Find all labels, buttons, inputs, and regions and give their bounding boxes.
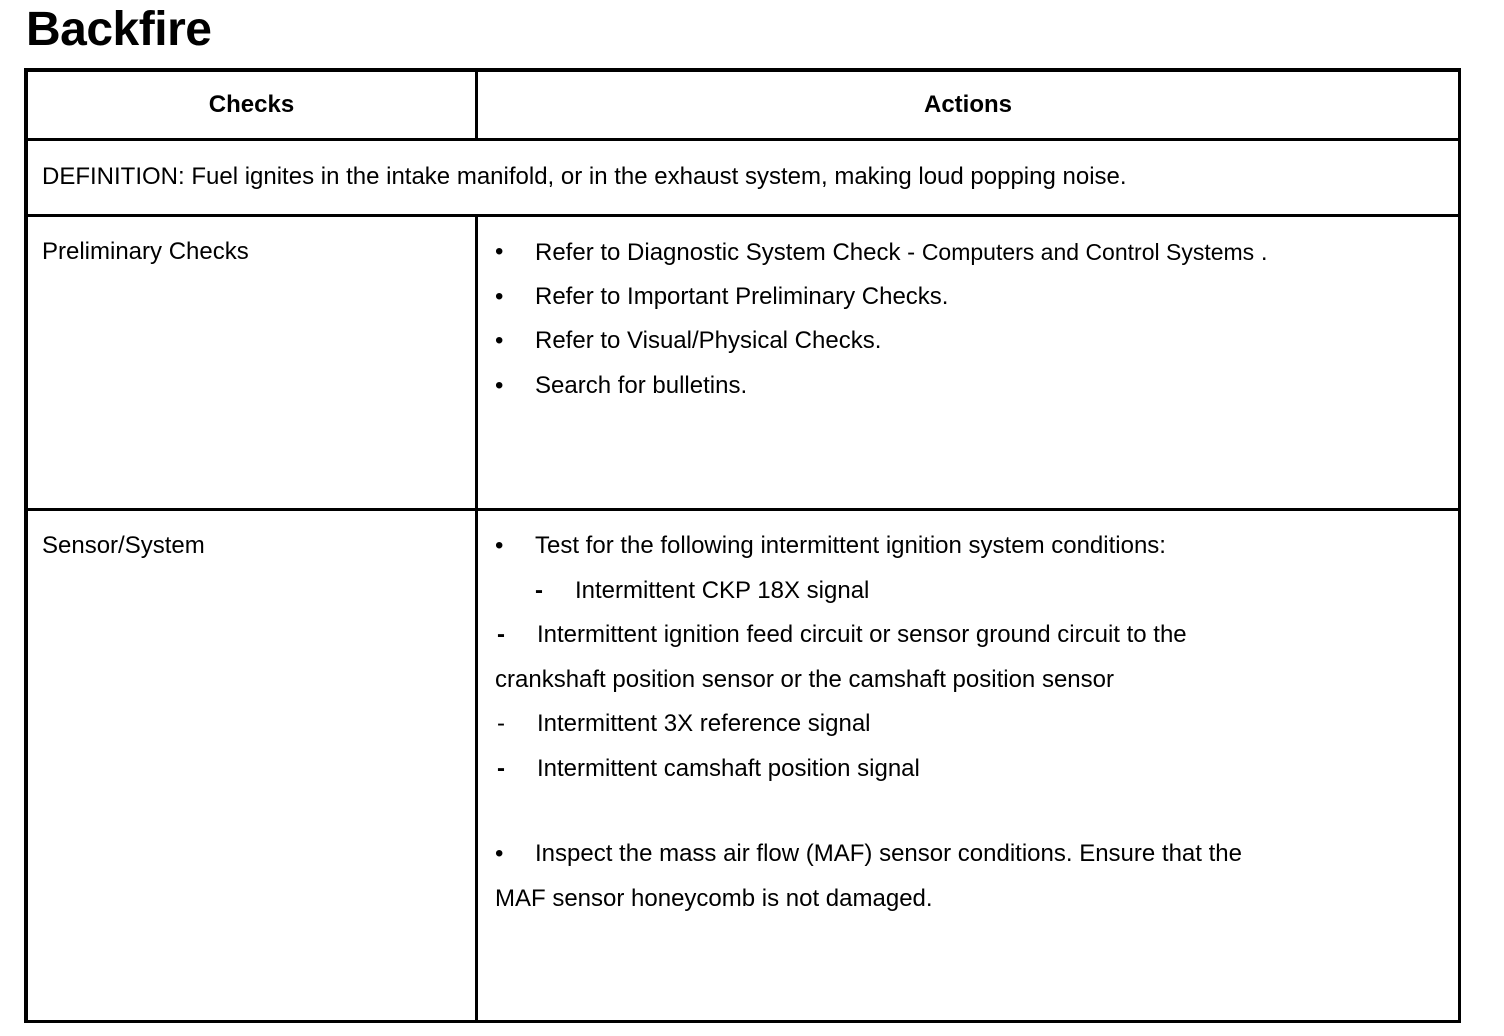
bullet-icon: • (495, 840, 504, 867)
sub-action-text: Intermittent CKP 18X signal (575, 576, 870, 604)
dash-icon: - (497, 621, 505, 648)
action-text: Inspect the mass air flow (MAF) sensor conditions. Ensure that the (535, 840, 1242, 867)
check-label-sensor-system: Sensor/System (42, 532, 205, 559)
action-text: Refer to Diagnostic System Check - (535, 239, 916, 266)
action-text-suffix: . (1260, 239, 1268, 266)
bullet-icon: • (495, 327, 504, 354)
definition-divider (28, 214, 1458, 217)
diagnostic-table (24, 68, 1461, 1023)
bullet-icon: • (495, 532, 504, 559)
bullet-icon: • (495, 371, 504, 399)
page-title: Backfire (26, 3, 212, 56)
action-text: Refer to Important Preliminary Checks. (535, 282, 949, 310)
reference-link[interactable]: Computers and Control Systems (921, 239, 1255, 265)
sub-action-text: crankshaft position sensor or the camshaft position sensor (495, 665, 1114, 693)
action-text: Refer to Visual/Physical Checks. (535, 327, 882, 354)
action-text: Test for the following intermittent ignition system conditions: (535, 532, 1166, 559)
bullet-icon: • (495, 238, 504, 265)
dash-icon: - (497, 754, 505, 782)
sub-action-text: Intermittent camshaft position signal (537, 754, 920, 782)
row-divider (28, 508, 1458, 511)
sub-action-text: Intermittent 3X reference signal (537, 710, 871, 737)
dash-icon: - (497, 710, 505, 737)
sub-action-text: Intermittent ignition feed circuit or sensor ground circuit to the (537, 621, 1187, 648)
column-divider-body (475, 214, 478, 1020)
bullet-icon: • (495, 282, 504, 310)
column-divider-header (475, 72, 478, 141)
header-divider (28, 138, 1458, 141)
action-text: Search for bulletins. (535, 371, 748, 399)
check-label-preliminary: Preliminary Checks (42, 238, 249, 265)
column-header-checks: Checks (208, 91, 295, 118)
dash-icon: - (535, 576, 543, 604)
action-text: MAF sensor honeycomb is not damaged. (495, 884, 933, 912)
column-header-actions: Actions (923, 91, 1012, 118)
definition-text: DEFINITION: Fuel ignites in the intake manifold, or in the exhaust system, making loud popping noise. (42, 163, 1127, 190)
